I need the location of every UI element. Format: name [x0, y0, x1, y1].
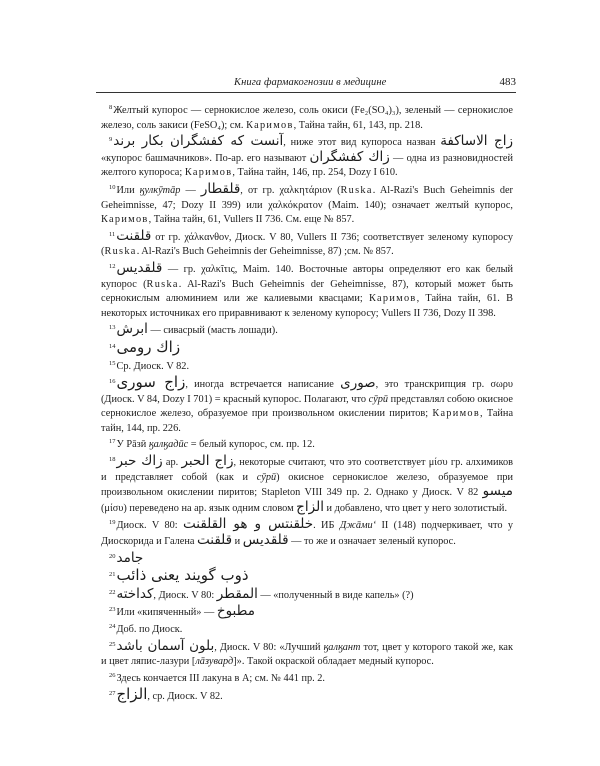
- footnote-text: и добавлено, что цвет у него золотистый.: [323, 502, 508, 514]
- arabic-term: صورى: [340, 375, 376, 392]
- footnote-text: , Диоск. V 80: «Лучший: [214, 641, 324, 653]
- footnote-number: 14: [109, 342, 116, 350]
- footnote-number: 21: [109, 571, 116, 579]
- footnote-20: [101, 549, 513, 568]
- arabic-term: زاج سورى: [116, 373, 186, 392]
- footnote-text: ]». Такой окраской обладает медный купорос.: [233, 656, 434, 668]
- footnote-16: [101, 373, 514, 436]
- footnote-text: , Тайна тайн, 61, Vullers II 736. См. еще № 857.: [148, 214, 355, 226]
- footnote-text: , некоторые считают, что это соответствует μίσυ гр. алхимиков и представляет собой (как и: [101, 457, 513, 483]
- footnote-11: [101, 227, 513, 260]
- arabic-term: الزاج: [296, 498, 324, 515]
- footnote-number: 17: [109, 438, 116, 446]
- footnote-25: [101, 637, 513, 670]
- footnote-text: . Al-Razi's Buch Geheimnis der Geheimnisse, 87), который может быть сернокислым алюминием или же калиевыми квасцами;: [101, 278, 513, 305]
- arabic-term: زاك كفشگران: [309, 148, 390, 165]
- footnote-9: [101, 135, 513, 181]
- footnote-text: Или: [116, 184, 140, 196]
- author-name: Ruska: [340, 184, 373, 196]
- footnote-number: 24: [109, 623, 116, 630]
- footnote-text: , от гр. χαλκητάριον (: [240, 184, 341, 196]
- footnote-number: 19: [109, 519, 116, 527]
- footnote-13: [101, 323, 513, 339]
- transliteration: сӯрӣ: [368, 393, 389, 405]
- footnote-8: [101, 104, 513, 133]
- arabic-term: ابرش: [116, 321, 148, 338]
- arabic-term: قلقديس: [116, 259, 163, 276]
- footnote-number: 18: [109, 456, 116, 464]
- footnote-number: 8: [109, 104, 113, 111]
- footnote-text: — «полученный в виде капель» (?): [257, 589, 414, 601]
- footnote-text: , Тайна тайн, 144, пр. 226.: [101, 408, 514, 434]
- arabic-term: خلقنتس و هو القلقنت: [183, 516, 314, 533]
- footnote-24: [101, 623, 513, 638]
- footnote-10: [101, 180, 513, 228]
- arabic-term: بلون آسمان باشد: [116, 637, 215, 654]
- transliteration: ӄулкӯтāр: [139, 184, 181, 196]
- footnote-text: , иногда встречается написание: [185, 379, 341, 391]
- footnote-19: [101, 518, 513, 549]
- footnote-text: Здесь кончается III лакуна в А; см. № 441 пр. 2.: [116, 672, 325, 684]
- author-name: Каримов: [432, 408, 480, 420]
- author-name: Каримов: [368, 293, 417, 305]
- footnote-number: 26: [109, 671, 116, 679]
- transliteration: сӯрӣ: [256, 471, 277, 483]
- footnote-text: «купорос башмачников». По-ар. его называют: [101, 152, 310, 164]
- arabic-term: المقطر: [216, 585, 258, 602]
- footnote-27: [101, 685, 513, 705]
- footnote-text: . Al-Razi's Buch Geheimnis der Geheimnisse, 47; Dozy II 399) или χαλκόκρατον (Maim. 140); означает желтый купорос,: [101, 184, 513, 211]
- arabic-term: زاك حبر: [116, 453, 163, 470]
- footnote-12: [101, 259, 513, 321]
- footnote-number: 22: [109, 588, 116, 596]
- footnote-15: [101, 360, 513, 375]
- footnote-text: (μίσυ) переведено на ар. язык одним словом: [101, 502, 297, 514]
- arabic-term: مطبوخ: [216, 603, 255, 620]
- arabic-term: قلقديس: [242, 532, 289, 549]
- footnote-text: — одна из разновидностей желтого купороса;: [101, 152, 513, 179]
- footnote-text: , ср. Диоск. V 82.: [147, 691, 223, 703]
- footnote-text: Ср. Диоск. V 82.: [116, 360, 190, 372]
- footnote-number: 11: [109, 230, 116, 238]
- author-name: Каримов: [101, 214, 149, 226]
- footnotes: [101, 104, 513, 707]
- footnote-text: Доб. по Диоск.: [116, 624, 183, 635]
- footnote-text: — сивасрый (масть лошади).: [147, 325, 278, 337]
- footnote-text: Желтый купорос — сернокислое железо, соль окиси (Fe₂(SO₄)₃), зеленый — сернокислое железо, соль закиси (FeSO₄); см.: [101, 105, 513, 131]
- footnote-text: —: [180, 184, 201, 196]
- footnote-number: 10: [109, 183, 116, 191]
- author-name: Ruska: [104, 246, 137, 258]
- footnote-text: — гр. χαλκῖτις, Maim. 140. Восточные авторы определяют его как белый купорос (: [101, 263, 513, 290]
- arabic-term: آنست كه كفشگران بكار برند: [113, 133, 284, 150]
- transliteration: лāзувард: [195, 656, 234, 668]
- page-number: 483: [499, 76, 516, 88]
- footnote-number: 12: [109, 262, 116, 270]
- footnote-text: , Тайна тайн, 146, пр. 254, Dozy I 610.: [232, 167, 398, 179]
- running-header: [96, 72, 516, 93]
- footnote-text: , Тайна тайн, 61. В некоторых источниках его приравнивают к зеленому купоросу; Vullers II 736, Dozy II 398.: [101, 293, 513, 319]
- arabic-term: زاج الحبر: [181, 453, 234, 470]
- arabic-term: قلقنت: [197, 532, 233, 549]
- arabic-term: قلقنت: [116, 227, 152, 244]
- footnote-number: 15: [109, 359, 116, 367]
- footnote-text: = белый купорос, см. пр. 12.: [188, 439, 315, 451]
- footnote-text: и: [232, 536, 243, 548]
- footnote-text: ар.: [162, 457, 182, 469]
- footnote-number: 16: [109, 378, 116, 386]
- footnote-number: 27: [109, 690, 116, 698]
- footnote-text: Диоск. V 80:: [116, 520, 183, 532]
- transliteration: ӄалӄант: [323, 641, 361, 653]
- arabic-term: قلقطار: [200, 180, 241, 197]
- footnote-text: У Рāзӣ: [116, 439, 149, 451]
- author-name: Каримов: [246, 119, 294, 131]
- transliteration: Джāмиʻ: [339, 520, 377, 532]
- footnote-17: [101, 438, 513, 453]
- arabic-term: كداخته: [116, 585, 154, 602]
- arabic-term: ميسو: [482, 483, 513, 500]
- footnote-text: — то же и означает зеленый купорос.: [288, 536, 456, 548]
- author-name: Ruska: [146, 278, 179, 290]
- footnote-number: 25: [109, 640, 116, 648]
- footnote-23: [101, 605, 513, 621]
- footnote-text: от гр. χάλκανθον, Диоск. V 80, Vullers II 736; соответствует зеленому купоросу (: [101, 231, 513, 258]
- footnote-text: , это транскрипция гр. σωρυ (Диоск. V 84, Dozy I 701) = красный купорос. Полагают, что: [101, 379, 514, 405]
- footnote-number: 20: [109, 552, 116, 560]
- footnote-text: , ниже этот вид купороса назван: [283, 137, 441, 149]
- transliteration: ӄалӄадӣс: [148, 439, 189, 451]
- footnote-18: [101, 455, 513, 516]
- footnote-text: . ИБ: [313, 520, 340, 532]
- footnote-26: [101, 672, 513, 687]
- footnote-number: 13: [109, 324, 116, 332]
- footnote-text: , Диоск. V 80:: [153, 589, 217, 601]
- footnote-text: Или «кипяченный» —: [116, 607, 217, 619]
- footnote-14: [101, 337, 513, 358]
- footnote-number: 9: [109, 136, 113, 144]
- footnote-text: . Al-Razi's Buch Geheimnis der Geheimnisse, 87) ;см. № 857.: [136, 246, 394, 258]
- footnote-number: 23: [109, 606, 116, 614]
- arabic-term: ذوب گويند يعنى ذائب: [116, 566, 249, 585]
- running-title: Книга фармакогнозии в медицине: [234, 77, 387, 88]
- arabic-term: زاك رومى: [116, 337, 181, 356]
- footnote-text: , Тайна тайн, 61, 143, пр. 218.: [293, 119, 423, 131]
- arabic-term: زاج الاساكفة: [440, 133, 513, 150]
- footnote-22: [101, 585, 513, 604]
- footnote-text: тот, цвет у которого такой же, как и цвет ляпис-лазури [: [101, 641, 513, 668]
- arabic-term: الزاج: [116, 685, 148, 704]
- footnote-21: [101, 566, 513, 586]
- arabic-term: جامد: [116, 549, 144, 566]
- footnote-text: представлял собою окисное сернокислое железо, образуемое при произвольном окислении пиритов;: [101, 393, 513, 420]
- footnote-text: ) окисное сернокислое железо, образуемое при произвольном окислении пиритов; Stapleton VIII 349 пр. 2. Однако у Диоск. V 82: [101, 471, 513, 499]
- footnote-text: II (148) подчеркивает, что у Диоскорида и Галена: [101, 520, 513, 548]
- author-name: Каримов: [184, 167, 233, 179]
